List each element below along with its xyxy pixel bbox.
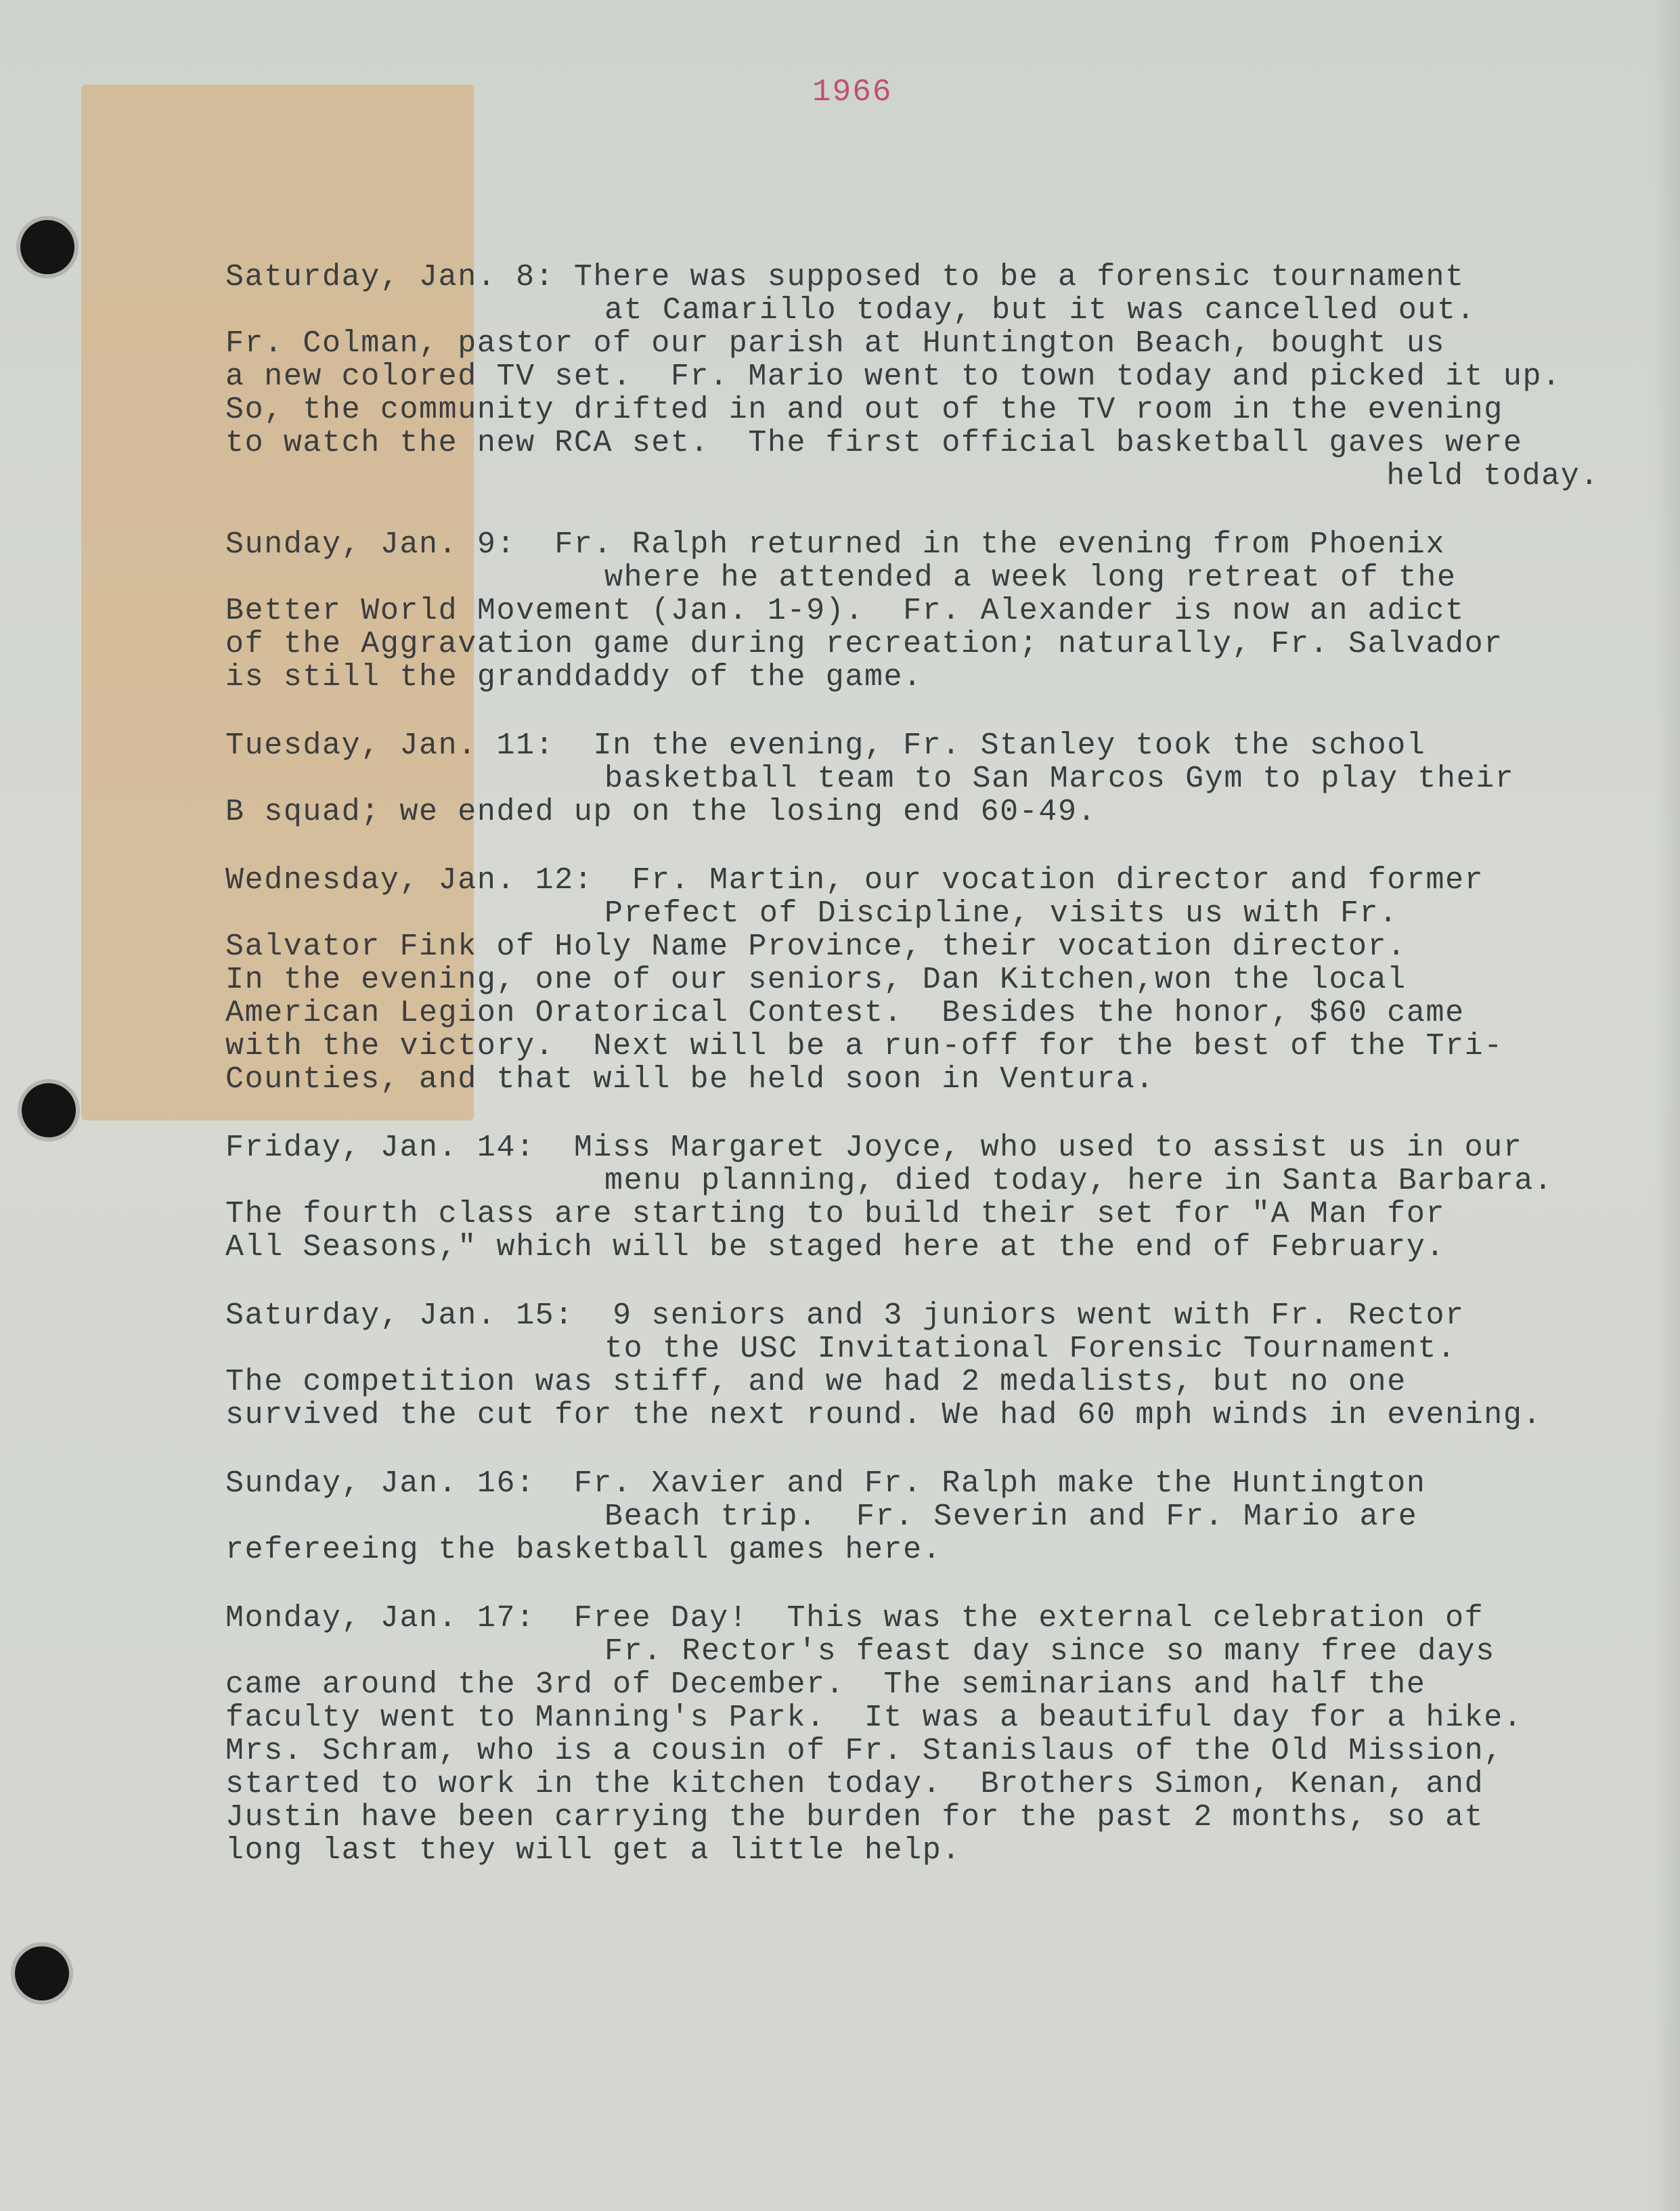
entry-second-line: at Camarillo today, but it was cancelled out.	[604, 293, 1476, 328]
entry-second-line: Prefect of Discipline, visits us with Fr.	[604, 896, 1398, 931]
entry-body-line: survived the cut for the next round. We had 60 mph winds in evening.	[225, 1398, 1543, 1432]
entry-body-line: In the evening, one of our seniors, Dan Kitchen,won the local	[225, 963, 1407, 997]
entry-body-line: Fr. Colman, pastor of our parish at Huntington Beach, bought us	[225, 326, 1446, 361]
entry-tail-line: held today.	[1386, 459, 1599, 494]
entry-body-line: Better World Movement (Jan. 1-9). Fr. Alexander is now an adict	[225, 594, 1465, 628]
entry-jan-12	[225, 864, 1654, 1096]
entry-first-line: Monday, Jan. 17: Free Day! This was the external celebration of	[225, 1601, 1484, 1636]
binder-hole-top	[20, 220, 74, 274]
binder-hole-middle	[22, 1083, 76, 1137]
diary-entries	[225, 261, 1654, 1902]
entry-second-line: basketball team to San Marcos Gym to play their	[604, 762, 1515, 796]
entry-first-line: Sunday, Jan. 16: Fr. Xavier and Fr. Ralph make the Huntington	[225, 1466, 1426, 1501]
entry-jan-14	[225, 1131, 1654, 1264]
page-edge-shadow	[1653, 0, 1680, 2211]
entry-second-line: to the USC Invitational Forensic Tournament.	[604, 1332, 1457, 1366]
entry-body-line: Counties, and that will be held soon in Ventura.	[225, 1062, 1155, 1097]
entry-body-line: long last they will get a little help.	[225, 1833, 961, 1868]
entry-body-line: B squad; we ended up on the losing end 60-49.	[225, 795, 1097, 829]
entry-first-line: Wednesday, Jan. 12: Fr. Martin, our vocation director and former	[225, 863, 1484, 898]
entry-body-line: is still the granddaddy of the game.	[225, 660, 923, 695]
entry-first-line: Saturday, Jan. 8: There was supposed to be a forensic tournament	[225, 260, 1465, 294]
entry-body-line: refereeing the basketball games here.	[225, 1533, 942, 1567]
entry-body-line: a new colored TV set. Fr. Mario went to town today and picked it up.	[225, 359, 1562, 394]
entry-body-line: So, the community drifted in and out of the TV room in the evening	[225, 393, 1503, 427]
entry-body-line: to watch the new RCA set. The first official basketball gaves were	[225, 426, 1523, 460]
entry-body-line: American Legion Oratorical Contest. Besides the honor, $60 came	[225, 996, 1465, 1030]
entry-body-line: started to work in the kitchen today. Brothers Simon, Kenan, and	[225, 1767, 1484, 1801]
entry-first-line: Friday, Jan. 14: Miss Margaret Joyce, who used to assist us in our	[225, 1131, 1523, 1165]
entry-body-line: Justin have been carrying the burden for the past 2 months, so at	[225, 1800, 1484, 1835]
entry-body-line: with the victory. Next will be a run-off for the best of the Tri-	[225, 1029, 1503, 1064]
entry-body-line: of the Aggravation game during recreation; naturally, Fr. Salvador	[225, 627, 1503, 661]
entry-body-line: All Seasons," which will be staged here at the end of February.	[225, 1230, 1446, 1265]
entry-body-line: The fourth class are starting to build their set for "A Man for	[225, 1197, 1446, 1231]
binder-hole-bottom	[15, 1946, 69, 2000]
entry-body-line: The competition was stiff, and we had 2 medalists, but no one	[225, 1365, 1407, 1399]
entry-jan-11	[225, 729, 1654, 829]
entry-body-line: Mrs. Schram, who is a cousin of Fr. Stanislaus of the Old Mission,	[225, 1734, 1503, 1768]
entry-first-line: Sunday, Jan. 9: Fr. Ralph returned in the evening from Phoenix	[225, 527, 1446, 562]
entry-first-line: Saturday, Jan. 15: 9 seniors and 3 juniors went with Fr. Rector	[225, 1298, 1465, 1333]
entry-second-line: Fr. Rector's feast day since so many free days	[604, 1634, 1495, 1669]
entry-jan-9	[225, 528, 1654, 694]
year-annotation: 1966	[812, 74, 893, 110]
entry-jan-16	[225, 1467, 1654, 1567]
entry-first-line: Tuesday, Jan. 11: In the evening, Fr. Stanley took the school	[225, 728, 1426, 763]
entry-second-line: menu planning, died today, here in Santa Barbara.	[604, 1164, 1553, 1198]
entry-body-line: Salvator Fink of Holy Name Province, their vocation director.	[225, 929, 1407, 964]
entry-second-line: Beach trip. Fr. Severin and Fr. Mario are	[604, 1499, 1418, 1534]
entry-jan-17	[225, 1602, 1654, 1867]
entry-jan-15	[225, 1299, 1654, 1432]
entry-second-line: where he attended a week long retreat of the	[604, 561, 1457, 595]
entry-jan-8	[225, 261, 1654, 493]
entry-body-line: faculty went to Manning's Park. It was a beautiful day for a hike.	[225, 1701, 1523, 1735]
entry-body-line: came around the 3rd of December. The seminarians and half the	[225, 1667, 1426, 1702]
